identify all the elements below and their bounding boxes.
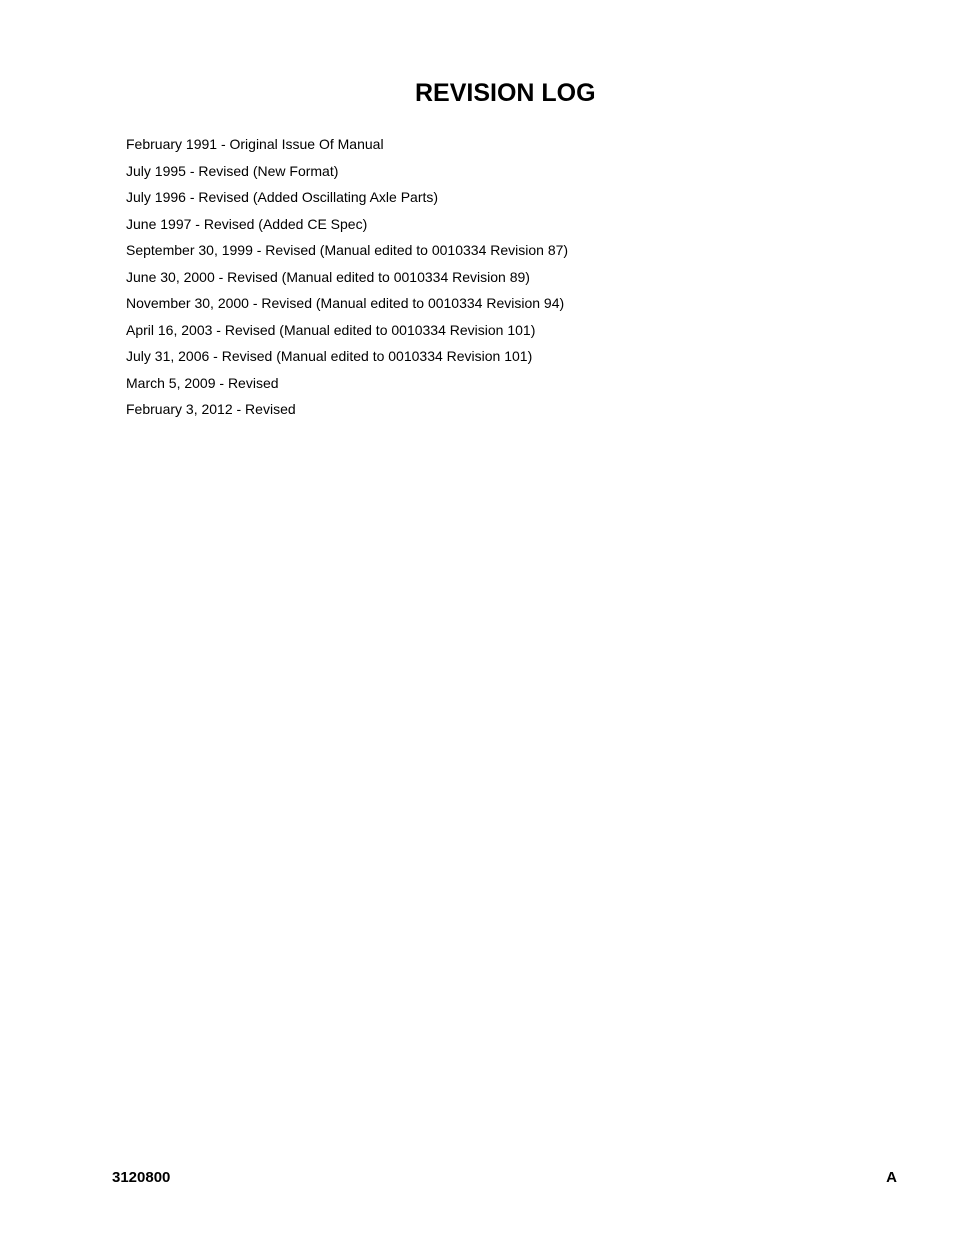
revision-entry: March 5, 2009 - Revised <box>126 374 279 391</box>
revision-entry: April 16, 2003 - Revised (Manual edited to 0010334 Revision 101) <box>126 321 536 338</box>
page-title: REVISION LOG <box>415 78 596 107</box>
revision-entry: July 1995 - Revised (New Format) <box>126 162 339 179</box>
revision-entry: July 1996 - Revised (Added Oscillating Axle Parts) <box>126 189 439 205</box>
revision-entry: February 3, 2012 - Revised <box>126 401 296 417</box>
revision-entry: February 1991 - Original Issue Of Manual <box>126 136 384 152</box>
page-label: A <box>886 1169 897 1186</box>
revision-list <box>126 136 568 428</box>
revision-entry: July 31, 2006 - Revised (Manual edited to 0010334 Revision 101) <box>126 348 533 364</box>
revision-entry: June 1997 - Revised (Added CE Spec) <box>126 215 368 232</box>
document-number: 3120800 <box>112 1169 171 1186</box>
revision-entry: June 30, 2000 - Revised (Manual edited to 0010334 Revision 89) <box>126 268 530 285</box>
revision-entry: September 30, 1999 - Revised (Manual edited to 0010334 Revision 87) <box>126 242 569 258</box>
revision-entry: November 30, 2000 - Revised (Manual edited to 0010334 Revision 94) <box>126 295 565 311</box>
